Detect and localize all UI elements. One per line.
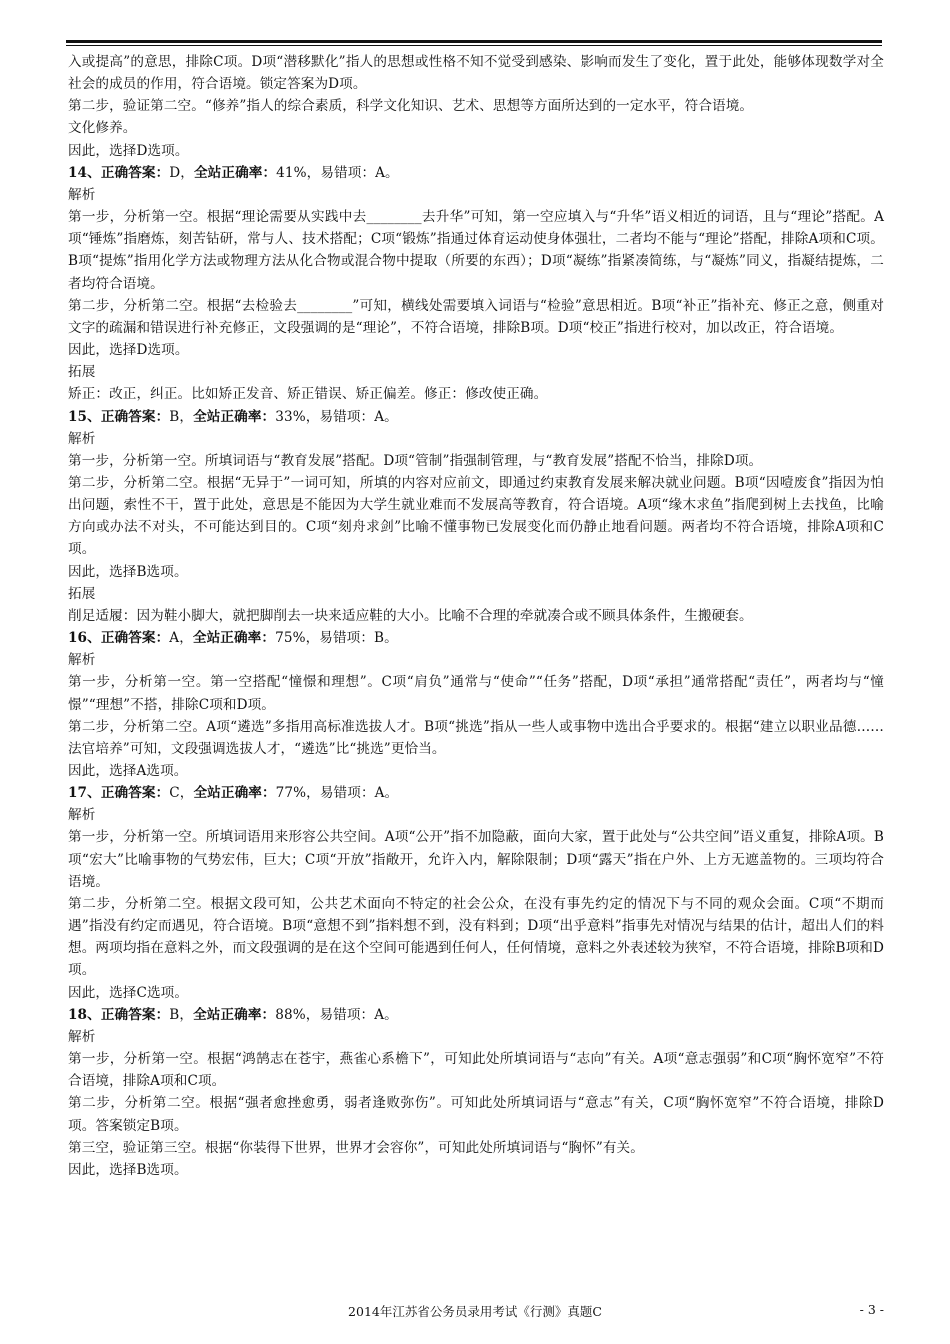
- paragraph: 第一步，分析第一空。根据“鸿鹄志在苍宇，燕雀心系檐下”，可知此处所填词语与“志向”有关。A项“意志强弱”和C项“胸怀宽窄”不符合语境，排除A项和C项。: [68, 1051, 884, 1090]
- header-rule-thin: [66, 45, 882, 46]
- question-header: 15、正确答案：B，全站正确率：33%，易错项：A。: [68, 408, 398, 425]
- paragraph: 第二步，验证第二空。“修养”指人的综合素质，科学文化知识、艺术、思想等方面所达到的一定水平，符合语境。: [68, 98, 754, 115]
- extension-text: 矫正：改正，纠正。比如矫正发音、矫正错误、矫正偏差。修正：修改使正确。: [68, 386, 548, 403]
- question-header: 14、正确答案：D，全站正确率：41%，易错项：A。: [68, 164, 399, 181]
- analysis-label: 解析: [68, 186, 96, 203]
- document-body: [68, 51, 884, 1181]
- page-number: - 3 -: [859, 1302, 884, 1317]
- analysis-label: 解析: [68, 807, 96, 824]
- paragraph: 入或提高”的意思，排除C项。D项“潜移默化”指人的思想或性格不知不觉受到感染、影响而发生了变化，置于此处，能够体现数学对全社会的成员的作用，符合语境。锁定答案为D项。: [68, 54, 884, 93]
- analysis-label: 解析: [68, 430, 96, 447]
- footer-title: 2014年江苏省公务员录用考试《行测》真题C: [348, 1304, 602, 1319]
- paragraph: 第三空，验证第三空。根据“你装得下世界，世界才会容你”，可知此处所填词语与“胸怀”有关。: [68, 1139, 644, 1156]
- paragraph: 第二步，分析第二空。根据“去检验去________”可知，横线处需要填入词语与“检验”意思相近。B项“补正”指补充、修正之意，侧重对文字的疏漏和错误进行补充修正，文段强调的是“理论”，不符合语境，排除B项。D项“校正”指进行校对，加以改正，符合语境。: [68, 297, 884, 336]
- paragraph: 因此，选择A选项。: [68, 763, 188, 779]
- paragraph: 因此，选择B选项。: [68, 563, 188, 580]
- extension-text: 削足适履：因为鞋小脚大，就把脚削去一块来适应鞋的大小。比喻不合理的牵就凑合或不顾具体条件，生搬硬套。: [68, 607, 753, 624]
- paragraph: 第一步，分析第一空。根据“理论需要从实践中去________去升华”可知，第一空应填入与“升华”语义相近的词语，且与“理论”搭配。A项“锤炼”指磨炼，刻苦钻研，常与人、技术搭配；C项“锻炼”指通过体育运动使身体强壮，二者均不能与“理论”搭配，排除A项和C项。B项“提炼”指用化学方法或物理方法从化合物或混合物中提取（所要的东西）；D项“凝练”指紧凑简练，与“凝炼”同义，指凝结提炼，二者均符合语境。: [68, 209, 884, 292]
- analysis-label: 解析: [68, 652, 96, 669]
- paragraph: 第二步，分析第二空。根据文段可知，公共艺术面向不特定的社会公众，在没有事先约定的情况下与不同的观众会面。C项“不期而遇”指没有约定而遇见，符合语境。B项“意想不到”指料想不到，没有料到；D项“出乎意料”指事先对情况与结果的估计，超出人们的料想。两项均指在意料之外，而文段强调的是在这个空间可能遇到任何人，任何情境，意料之外表述较为狭窄，不符合语境，排除B项和D项。: [68, 895, 884, 979]
- paragraph: 第一步，分析第一空。所填词语用来形容公共空间。A项“公开”指不加隐蔽，面向大家，置于此处与“公共空间”语义重复，排除A项。B项“宏大”比喻事物的气势宏伟，巨大；C项“开放”指敞开，允许入内，解除限制；D项“露天”指在户外、上方无遮盖物的。三项均符合语境。: [68, 829, 884, 890]
- header-rule-thick: [66, 40, 882, 43]
- paragraph: 文化修养。: [68, 120, 137, 137]
- paragraph: 第二步，分析第二空。根据“无异于”一词可知，所填的内容对应前文，即通过约束教育发展来解决就业问题。B项“因噎废食”指因为怕出问题，索性不干，置于此处，意思是不能因为大学生就业难而不发展高等教育，符合语境。A项“缘木求鱼”指爬到树上去找鱼，比喻方向或办法不对头，不可能达到目的。C项“刻舟求剑”比喻不懂事物已发展变化而仍静止地看问题。两者均不符合语境，排除A项和C项。: [68, 474, 884, 558]
- question-header: 17、正确答案：C，全站正确率：77%，易错项：A。: [68, 785, 399, 802]
- question-header: 16、正确答案：A，全站正确率：75%，易错项：B。: [68, 630, 398, 647]
- extension-label: 拓展: [68, 585, 96, 602]
- paragraph: 第二步，分析第二空。A项“遴选”多指用高标准选拔人才。B项“挑选”指从一些人或事物中选出合乎要求的。根据“建立以职业品德……法官培养”可知，文段强调选拔人才，“遴选”比“挑选”更恰当。: [68, 718, 884, 757]
- paragraph: 因此，选择C选项。: [68, 984, 189, 1001]
- paragraph: 因此，选择B选项。: [68, 1161, 188, 1178]
- paragraph: 因此，选择D选项。: [68, 142, 189, 159]
- paragraph: 因此，选择D选项。: [68, 342, 189, 359]
- paragraph: 第一步，分析第一空。所填词语与“教育发展”搭配。D项“管制”指强制管理，与“教育发展”搭配不恰当，排除D项。: [68, 452, 763, 469]
- extension-label: 拓展: [68, 364, 96, 381]
- analysis-label: 解析: [68, 1028, 96, 1045]
- question-header: 18、正确答案：B，全站正确率：88%，易错项：A。: [68, 1006, 398, 1023]
- paragraph: 第二步，分析第二空。根据“强者愈挫愈勇，弱者逢败弥伤”。可知此处所填词语与“意志”有关，C项“胸怀宽窄”不符合语境，排除D项。答案锁定B项。: [68, 1095, 884, 1134]
- paragraph: 第一步，分析第一空。第一空搭配“憧憬和理想”。C项“肩负”通常与“使命”“任务”搭配，D项“承担”通常搭配“责任”，两者均与“憧憬”“理想”不搭，排除C项和D项。: [68, 674, 884, 713]
